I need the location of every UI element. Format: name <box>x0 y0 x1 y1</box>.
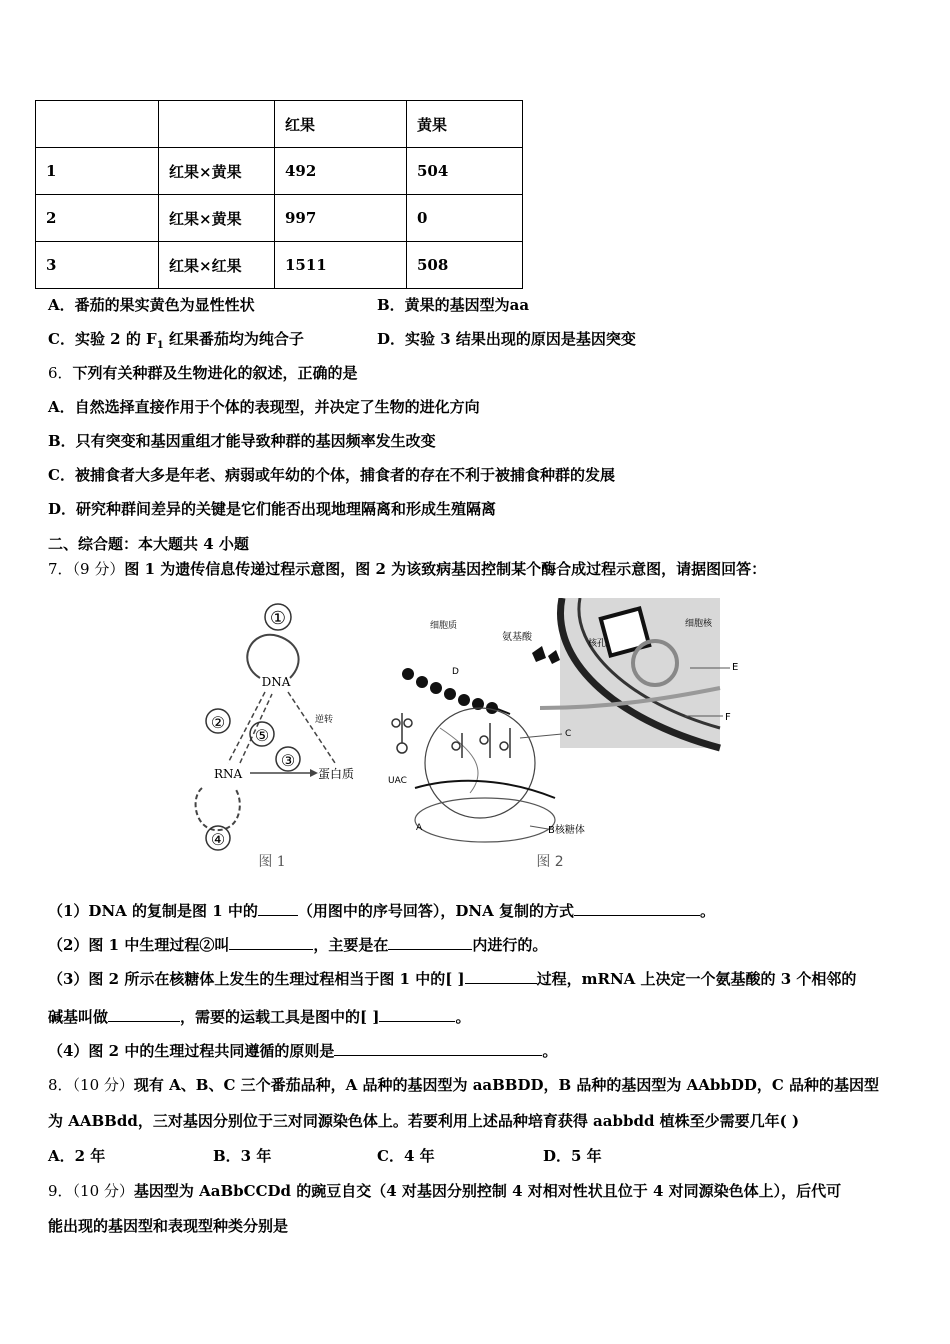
q7-p3-text-b: 过程，mRNA 上决定一个氨基酸的 3 个相邻的 <box>536 970 857 988</box>
q7-p3-text-d: ，需要的运载工具是图中的[ ] <box>180 1008 380 1026</box>
section-heading: 二、综合题：本大题共 4 小题 <box>48 535 249 553</box>
q7-p2-text-a: （2）图 1 中生理过程②叫 <box>48 936 230 954</box>
q8-stem-text-1: 现有 A、B、C 三个番茄品种，A 品种的基因型为 aaBBDD，B 品种的基因型为 AAbbDD，C 品种的基因型 <box>133 1076 880 1094</box>
label-line <box>530 826 548 829</box>
q7-p2-text-b: ，主要是在 <box>313 936 389 954</box>
table-cell: 红果×红果 <box>159 242 275 289</box>
q7-part-1 <box>48 900 715 921</box>
figure-2 <box>388 598 738 870</box>
ribosome-small-subunit <box>415 798 555 842</box>
fig1-label-3: ③ <box>280 751 296 770</box>
q6-option-a: A．自然选择直接作用于个体的表现型，并决定了生物的进化方向 <box>48 398 480 416</box>
answer-blank[interactable] <box>229 935 313 950</box>
q7-p1-text-c: 。 <box>700 902 716 920</box>
q6-option-b: B．只有突变和基因重组才能导致种群的基因频率发生改变 <box>48 432 436 450</box>
answer-blank[interactable] <box>108 1007 180 1022</box>
table-cell: 997 <box>275 195 407 242</box>
fig2-label-a: A <box>416 823 423 833</box>
q8-option-d: D．5 年 <box>543 1147 602 1165</box>
fig2-label-ribosome: B核糖体 <box>548 825 585 836</box>
fig1-label-4: ④ <box>210 830 226 849</box>
fig1-label-5: ⑤ <box>254 726 270 745</box>
q9-stem-line-1 <box>48 1180 841 1201</box>
q9-stem-line-2: 能出现的基因型和表现型种类分别是 <box>48 1217 289 1235</box>
fig2-label-cytoplasm: 细胞质 <box>430 621 458 631</box>
fig2-label-pore: 核孔 <box>588 639 607 649</box>
q7-part-3 <box>48 968 856 989</box>
table-cell: 红果×黄果 <box>159 148 275 195</box>
q7-p3-text-a: （3）图 2 所示在核糖体上发生的生理过程相当于图 1 中的[ ] <box>48 970 465 988</box>
q6-stem-text: 下列有关种群及生物进化的叙述，正确的是 <box>72 364 358 382</box>
answer-blank[interactable] <box>388 935 472 950</box>
table-cell: 1 <box>36 148 159 195</box>
table-header-cell: 红果 <box>275 101 407 148</box>
q6-option-c: C．被捕食者大多是年老、病弱或年幼的个体，捕食者的存在不利于被捕食种群的发展 <box>48 466 615 484</box>
q7-p2-text-c: 内进行的。 <box>472 936 548 954</box>
table-header-cell: 黄果 <box>407 101 523 148</box>
q8-option-a: A．2 年 <box>48 1147 106 1165</box>
figure-svg <box>190 598 750 878</box>
table-row <box>36 195 523 242</box>
q6-number: 6． <box>48 364 73 382</box>
q9-number: 9． <box>48 1182 73 1200</box>
q7-stem <box>48 558 766 579</box>
amino-acid-shape <box>532 646 546 662</box>
dna-block <box>601 608 649 655</box>
q7-figures <box>190 598 750 878</box>
q5-option-d: D．实验 3 结果出现的原因是基因突变 <box>377 330 636 348</box>
fig2-label-c: C <box>565 729 572 739</box>
q7-p4-text-b: 。 <box>542 1042 558 1060</box>
rna-replication-loop <box>196 788 240 830</box>
table-cell: 0 <box>407 195 523 242</box>
q9-stem-text-1: 基因型为 AaBbCCDd 的豌豆自交（4 对基因分别控制 4 对相对性状且位于 4 对同源染色体上），后代可 <box>133 1182 842 1200</box>
q7-part-3-cont <box>48 1006 470 1027</box>
q8-option-c: C．4 年 <box>377 1147 435 1165</box>
fig2-label-amino-acid: 氨基酸 <box>502 632 532 643</box>
q7-p3-text-e: 。 <box>455 1008 471 1026</box>
replication-loop <box>247 635 298 678</box>
answer-blank[interactable] <box>574 901 700 916</box>
label-line <box>520 734 562 738</box>
q5-option-c-sub: 1 <box>156 340 164 351</box>
table-cell: 2 <box>36 195 159 242</box>
polypeptide-chain <box>402 668 498 714</box>
table-cell: 492 <box>275 148 407 195</box>
fig1-label-reverse: 逆转 <box>315 715 334 725</box>
arrow-head <box>310 769 318 777</box>
q8-number: 8． <box>48 1076 73 1094</box>
q8-stem-line-1 <box>48 1074 879 1095</box>
fig2-label-nucleus: 细胞核 <box>685 619 713 629</box>
q7-number: 7． <box>48 560 73 578</box>
table-cell: 508 <box>407 242 523 289</box>
fig2-caption: 图 2 <box>536 854 564 870</box>
zoom-line <box>440 728 478 793</box>
fig2-label-uac: UAC <box>388 776 407 786</box>
q7-part-4 <box>48 1040 557 1061</box>
fig1-label-rna: RNA <box>214 767 243 781</box>
table-cell: 红果×黄果 <box>159 195 275 242</box>
q6-stem <box>48 362 358 383</box>
fig1-label-1: ① <box>269 608 287 629</box>
answer-blank[interactable] <box>465 969 537 984</box>
table-cell: 3 <box>36 242 159 289</box>
q7-p4-text-a: （4）图 2 中的生理过程共同遵循的原则是 <box>48 1042 335 1060</box>
q7-p3-text-c: 碱基叫做 <box>48 1008 109 1026</box>
q8-stem-line-2: 为 AABBdd，三对基因分别位于三对同源染色体上。若要利用上述品种培育获得 aabbdd 植株至少需要几年( ) <box>48 1112 800 1130</box>
figure-1 <box>196 604 354 870</box>
q5-option-b: B．黄果的基因型为aa <box>377 296 530 314</box>
results-table <box>35 100 523 289</box>
table-cell: 1511 <box>275 242 407 289</box>
amino-acid-shape <box>548 650 560 664</box>
table-header-cell <box>36 101 159 148</box>
table-cell: 504 <box>407 148 523 195</box>
q7-p1-text-a: （1）DNA 的复制是图 1 中的 <box>48 902 258 920</box>
trna-left <box>392 713 412 753</box>
trna-center <box>452 723 510 758</box>
table-header-cell <box>159 101 275 148</box>
fig1-label-protein: 蛋白质 <box>318 767 355 781</box>
q5-option-a: A．番茄的果实黄色为显性性状 <box>48 296 255 314</box>
table-header-row <box>36 101 523 148</box>
q7-score: （9 分） <box>72 560 125 578</box>
fig1-caption: 图 1 <box>258 854 286 870</box>
q7-stem-text: 图 1 为遗传信息传递过程示意图，图 2 为该致病基因控制某个酶合成过程示意图，请据图回答： <box>124 560 767 578</box>
q6-option-d: D．研究种群间差异的关键是它们能否出现地理隔离和形成生殖隔离 <box>48 500 497 518</box>
fig1-label-2: ② <box>210 713 226 732</box>
q5-option-c-pre: C．实验 2 的 F <box>48 330 157 348</box>
q7-part-2 <box>48 934 547 955</box>
q9-score: （10 分） <box>72 1182 134 1200</box>
q5-option-c-post: 红果番茄均为纯合子 <box>163 330 304 348</box>
q8-score: （10 分） <box>72 1076 134 1094</box>
q5-option-c <box>48 328 304 351</box>
answer-blank[interactable] <box>334 1041 542 1056</box>
fig2-label-f: F <box>725 712 731 723</box>
answer-blank[interactable] <box>379 1007 455 1022</box>
q7-p1-text-b: （用图中的序号回答），DNA 复制的方式 <box>297 902 574 920</box>
fig1-label-dna: DNA <box>261 675 291 689</box>
ribosome-zoom-circle <box>425 708 535 818</box>
fig2-label-d: D <box>452 667 459 677</box>
answer-blank[interactable] <box>258 901 298 916</box>
fig2-label-e: E <box>732 662 739 673</box>
table-row <box>36 242 523 289</box>
q8-option-b: B．3 年 <box>213 1147 272 1165</box>
table-row <box>36 148 523 195</box>
